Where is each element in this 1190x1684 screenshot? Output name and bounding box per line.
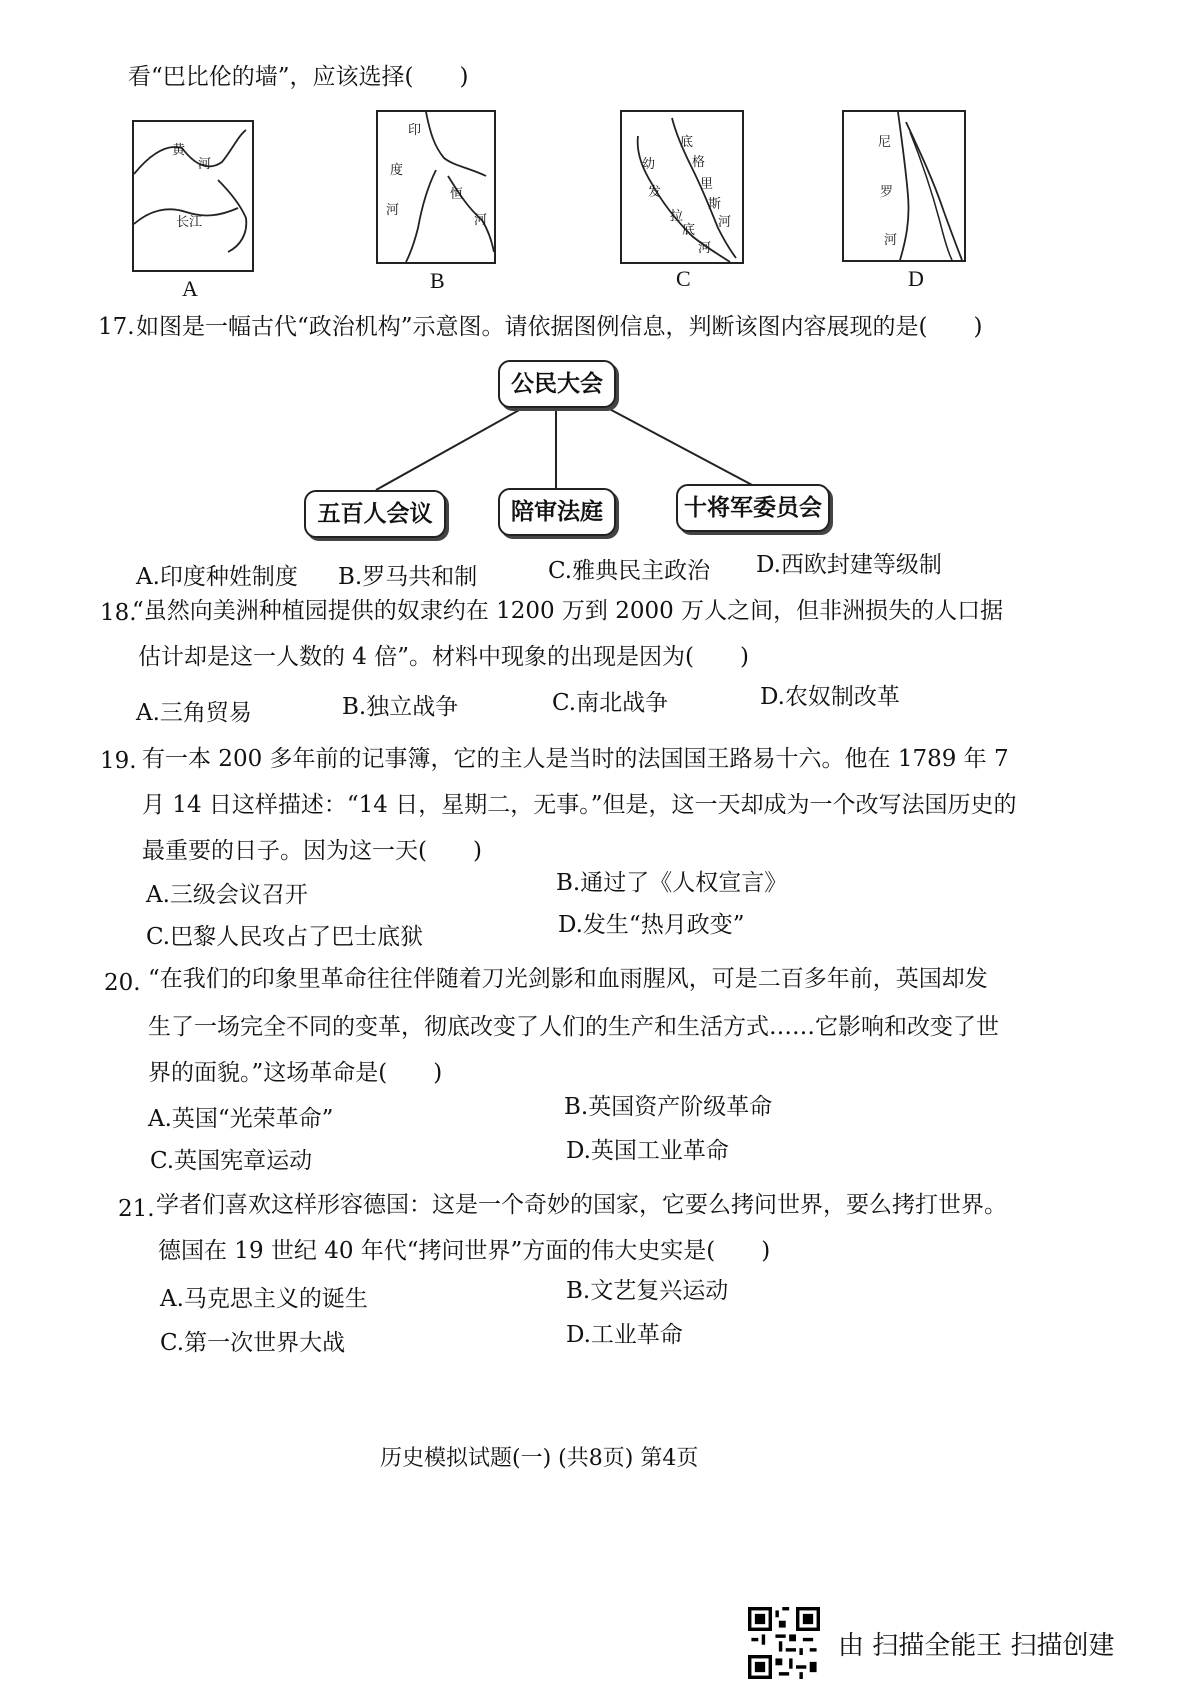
map-c-label-1: 幼 <box>642 157 656 172</box>
q19-option-a: A.三级会议召开 <box>146 882 308 908</box>
map-c-label-6: 底 <box>680 135 694 150</box>
q18-option-b: B.独立战争 <box>342 694 459 720</box>
map-c-label-10: 河 <box>718 215 732 230</box>
map-a-yellow-yangtze <box>132 120 254 272</box>
map-c-label-5: 河 <box>698 241 712 256</box>
q21-line-1: 学者们喜欢这样形容德国：这是一个奇妙的国家，它要么拷问世界，要么拷打世界。 <box>156 1192 1007 1218</box>
map-c-label-3: 拉 <box>670 209 684 224</box>
q21-option-c: C.第一次世界大战 <box>160 1330 346 1356</box>
q20-number: 20. <box>104 970 141 996</box>
map-d-label-3: 河 <box>884 233 898 248</box>
map-a-outline <box>134 122 252 270</box>
q20-line-2: 生了一场完全不同的变革，彻底改变了人们的生产和生活方式……它影响和改变了世 <box>148 1014 999 1040</box>
diagram-node-assembly: 公民大会 <box>498 360 616 408</box>
q16-stem-tail: 看“巴比伦的墙”，应该选择( ) <box>128 64 469 90</box>
q21-option-b: B.文艺复兴运动 <box>566 1278 729 1304</box>
qr-code-icon <box>748 1607 820 1679</box>
map-c-caption: C <box>676 266 691 291</box>
q18-option-a: A.三角贸易 <box>136 700 252 726</box>
q18-option-c: C.南北战争 <box>552 690 669 716</box>
q20-option-a: A.英国“光荣革命” <box>148 1106 334 1132</box>
q18-number: 18. <box>100 600 137 626</box>
map-c-label-7: 格 <box>692 155 706 170</box>
page-footer: 历史模拟试题(一) (共8页) 第4页 <box>380 1446 699 1471</box>
diagram-node-ten-generals: 十将军委员会 <box>676 484 830 532</box>
map-b-outline <box>378 112 494 262</box>
map-d-label-2: 罗 <box>880 185 894 200</box>
q18-line-2: 估计却是这一人数的 4 倍”。材料中现象的出现是因为( ) <box>138 644 749 670</box>
map-c-label-8: 里 <box>700 177 714 192</box>
scanner-watermark: 由 扫描全能王 扫描创建 <box>838 1631 1115 1661</box>
map-a-caption: A <box>182 276 198 301</box>
map-b-label-5: 河 <box>474 213 488 228</box>
map-b-label-3: 河 <box>386 203 400 218</box>
q21-option-d: D.工业革命 <box>566 1322 683 1348</box>
q17-option-a: A.印度种姓制度 <box>136 564 298 590</box>
q17-number: 17. <box>98 314 135 340</box>
q21-option-a: A.马克思主义的诞生 <box>160 1286 368 1312</box>
q19-line-2: 月 14 日这样描述：“14 日，星期二，无事。”但是，这一天却成为一个改写法国历史的 <box>142 792 1017 818</box>
q18-line-1: “虽然向美洲种植园提供的奴隶约在 1200 万到 2000 万人之间，但非洲损失的人口据 <box>132 598 1004 624</box>
map-b-label-4: 恒 <box>450 187 464 202</box>
diagram-node-jury-court: 陪审法庭 <box>498 488 616 536</box>
q20-option-c: C.英国宪章运动 <box>150 1148 313 1174</box>
q18-option-d: D.农奴制改革 <box>760 684 900 710</box>
q17-stem: 如图是一幅古代“政治机构”示意图。请依据图例信息，判断该图内容展现的是( ) <box>136 314 983 340</box>
q20-option-b: B.英国资产阶级革命 <box>564 1094 773 1120</box>
q19-option-b: B.通过了《人权宣言》 <box>556 870 788 896</box>
map-a-label-2: 河 <box>198 157 212 172</box>
map-b-label-2: 度 <box>390 163 404 178</box>
map-d-nile <box>842 110 966 262</box>
map-a-label-3: 长江 <box>176 215 203 230</box>
q17-option-b: B.罗马共和制 <box>338 564 478 590</box>
diagram-node-council-500: 五百人会议 <box>304 490 446 538</box>
q21-line-2: 德国在 19 世纪 40 年代“拷问世界”方面的伟大史实是( ) <box>158 1238 771 1264</box>
q20-line-1: “在我们的印象里革命往往伴随着刀光剑影和血雨腥风，可是二百多年前，英国却发 <box>148 966 988 992</box>
q21-number: 21. <box>118 1196 155 1222</box>
map-b-caption: B <box>430 268 445 293</box>
q19-line-3: 最重要的日子。因为这一天( ) <box>142 838 482 864</box>
q19-line-1: 有一本 200 多年前的记事簿，它的主人是当时的法国国王路易十六。他在 1789 年 7 <box>142 746 1009 772</box>
q19-number: 19. <box>100 748 137 774</box>
map-c-label-4: 底 <box>682 223 696 238</box>
map-c-label-2: 发 <box>648 185 662 200</box>
map-b-label-1: 印 <box>408 123 422 138</box>
map-c-label-9: 斯 <box>708 197 722 212</box>
map-b-indus-ganges <box>376 110 496 264</box>
q19-option-d: D.发生“热月政变” <box>558 912 745 938</box>
q17-option-d: D.西欧封建等级制 <box>756 552 942 578</box>
map-d-label-1: 尼 <box>878 135 892 150</box>
map-d-outline <box>844 112 964 260</box>
map-a-label-1: 黄 <box>172 143 186 158</box>
q20-option-d: D.英国工业革命 <box>566 1138 729 1164</box>
q17-option-c: C.雅典民主政治 <box>548 558 711 584</box>
map-c-euphrates-tigris <box>620 110 744 264</box>
q20-line-3: 界的面貌。”这场革命是( ) <box>148 1060 443 1086</box>
map-d-caption: D <box>908 266 924 291</box>
q19-option-c: C.巴黎人民攻占了巴士底狱 <box>146 924 424 950</box>
